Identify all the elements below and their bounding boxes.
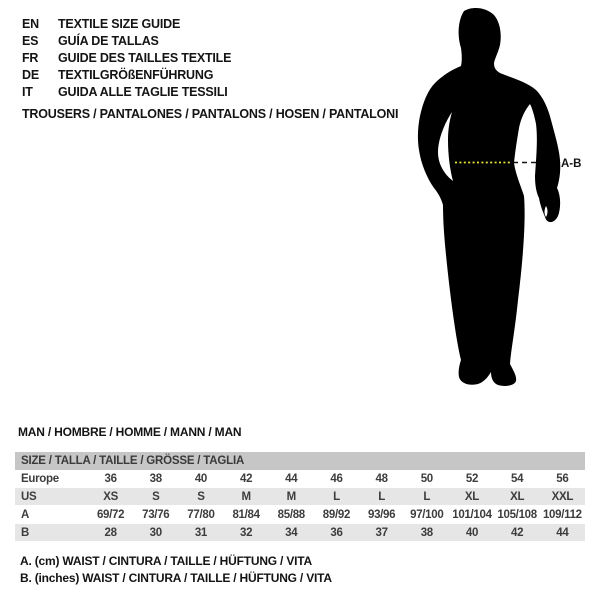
table-cell: 85/88 (269, 506, 314, 524)
table-cell: 36 (314, 524, 359, 542)
table-cell: 54 (495, 470, 540, 488)
table-cell: 40 (449, 524, 494, 542)
language-row-de (22, 66, 231, 83)
table-cell: XL (495, 488, 540, 506)
language-title: GUIDE DES TAILLES TEXTILE (58, 50, 232, 65)
table-cell: 109/112 (540, 506, 585, 524)
table-cell: 81/84 (224, 506, 269, 524)
table-cell: 31 (178, 524, 223, 542)
table-cell: L (359, 488, 404, 506)
table-cell: 34 (269, 524, 314, 542)
language-code: FR (22, 50, 39, 65)
table-cell: 37 (359, 524, 404, 542)
table-cell: XS (88, 488, 133, 506)
table-cell: 38 (404, 524, 449, 542)
language-title: GUIDA ALLE TAGLIE TESSILI (58, 84, 228, 99)
language-code: IT (22, 84, 33, 99)
size-table-grid (15, 470, 585, 542)
size-table (15, 452, 585, 542)
measurement-notes (20, 553, 332, 586)
language-row-es (22, 32, 231, 49)
table-cell: 48 (359, 470, 404, 488)
table-cell: 93/96 (359, 506, 404, 524)
table-cell: 46 (314, 470, 359, 488)
table-row-us (15, 488, 585, 506)
table-cell: 97/100 (404, 506, 449, 524)
table-cell: M (269, 488, 314, 506)
size-table-header: SIZE / TALLA / TAILLE / GRÖSSE / TAGLIA (15, 452, 585, 470)
language-code: ES (22, 33, 39, 48)
table-cell: 56 (540, 470, 585, 488)
table-cell: 44 (269, 470, 314, 488)
garment-types-heading: TROUSERS / PANTALONES / PANTALONS / HOSEN / PANTALONI (22, 107, 399, 121)
table-cell: 30 (133, 524, 178, 542)
table-cell: 69/72 (88, 506, 133, 524)
table-cell: 38 (133, 470, 178, 488)
table-cell: 42 (224, 470, 269, 488)
table-cell: 50 (404, 470, 449, 488)
language-title: GUÍA DE TALLAS (58, 33, 159, 48)
table-cell: M (224, 488, 269, 506)
table-cell: XXL (540, 488, 585, 506)
table-cell: 52 (449, 470, 494, 488)
table-cell: 32 (224, 524, 269, 542)
table-cell: L (314, 488, 359, 506)
language-row-en (22, 15, 231, 32)
table-cell: 40 (178, 470, 223, 488)
note-b-waist-inches: B. (inches) WAIST / CINTURA / TAILLE / HÜFTUNG / VITA (20, 570, 332, 585)
language-code: EN (22, 16, 39, 31)
table-cell: 42 (495, 524, 540, 542)
note-a-waist-cm: A. (cm) WAIST / CINTURA / TAILLE / HÜFTUNG / VITA (20, 554, 312, 568)
table-cell: S (133, 488, 178, 506)
table-cell: 28 (88, 524, 133, 542)
man-silhouette (418, 8, 560, 386)
table-cell: 101/104 (449, 506, 494, 524)
table-cell: L (404, 488, 449, 506)
language-title: TEXTILGRÖßENFÜHRUNG (58, 67, 214, 82)
table-row-europe (15, 470, 585, 488)
table-cell: 105/108 (495, 506, 540, 524)
row-label: B (15, 524, 88, 542)
language-code: DE (22, 67, 39, 82)
measurement-label: A-B (561, 158, 582, 170)
table-cell: S (178, 488, 223, 506)
table-cell: 44 (540, 524, 585, 542)
row-label: Europe (15, 470, 88, 488)
language-title: TEXTILE SIZE GUIDE (58, 16, 181, 31)
table-row-a-cm (15, 506, 585, 524)
gender-heading: MAN / HOMBRE / HOMME / MANN / MAN (18, 425, 242, 439)
table-cell: 73/76 (133, 506, 178, 524)
row-label: US (15, 488, 88, 506)
language-list (22, 15, 231, 100)
row-label: A (15, 506, 88, 524)
language-row-fr (22, 49, 231, 66)
table-cell: XL (449, 488, 494, 506)
table-cell: 77/80 (178, 506, 223, 524)
language-row-it (22, 83, 231, 100)
table-cell: 36 (88, 470, 133, 488)
table-cell: 89/92 (314, 506, 359, 524)
table-row-b-inches (15, 524, 585, 542)
